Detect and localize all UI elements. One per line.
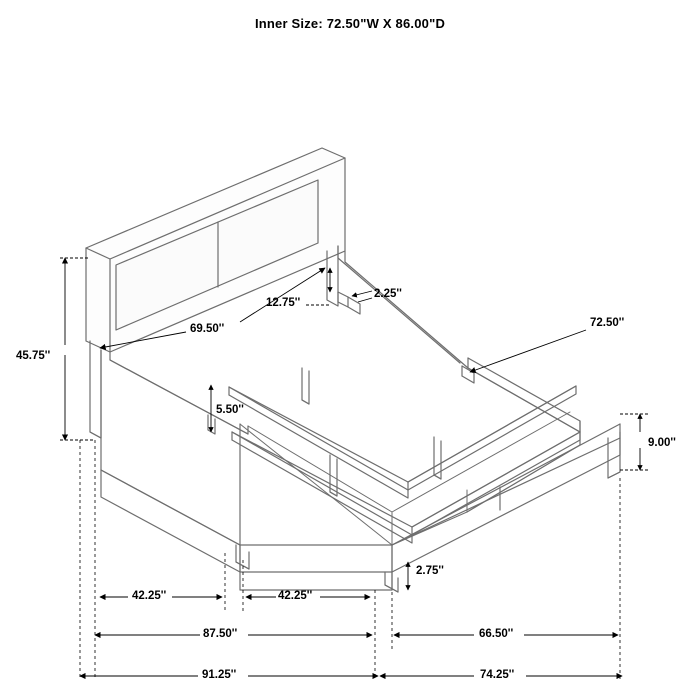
dimension-label-rail-to-deck: 12.75'' (266, 297, 301, 309)
dimension-label-overall-side: 74.25'' (480, 669, 515, 681)
dimension-label-deck-height: 9.00'' (648, 437, 676, 449)
dimension-label-leg-span-right: 42.25'' (278, 590, 313, 602)
dimension-label-side-rail-depth: 72.50'' (590, 317, 625, 329)
dimension-label-leg-height: 2.75'' (416, 565, 444, 577)
dimension-label-rail-thickness: 2.25'' (374, 288, 402, 300)
dimension-label-slat-clearance: 5.50'' (216, 404, 244, 416)
page-title: Inner Size: 72.50"W X 86.00"D (254, 16, 446, 31)
dimension-label-leg-span-left: 42.25'' (132, 590, 167, 602)
dimension-label-headboard-width: 69.50'' (190, 323, 225, 335)
dimension-label-headboard-height: 45.75'' (16, 350, 51, 362)
dimension-label-side-span: 66.50'' (479, 628, 514, 640)
dimension-label-overall-front: 91.25'' (202, 669, 237, 681)
dimension-label-front-span: 87.50'' (203, 628, 238, 640)
